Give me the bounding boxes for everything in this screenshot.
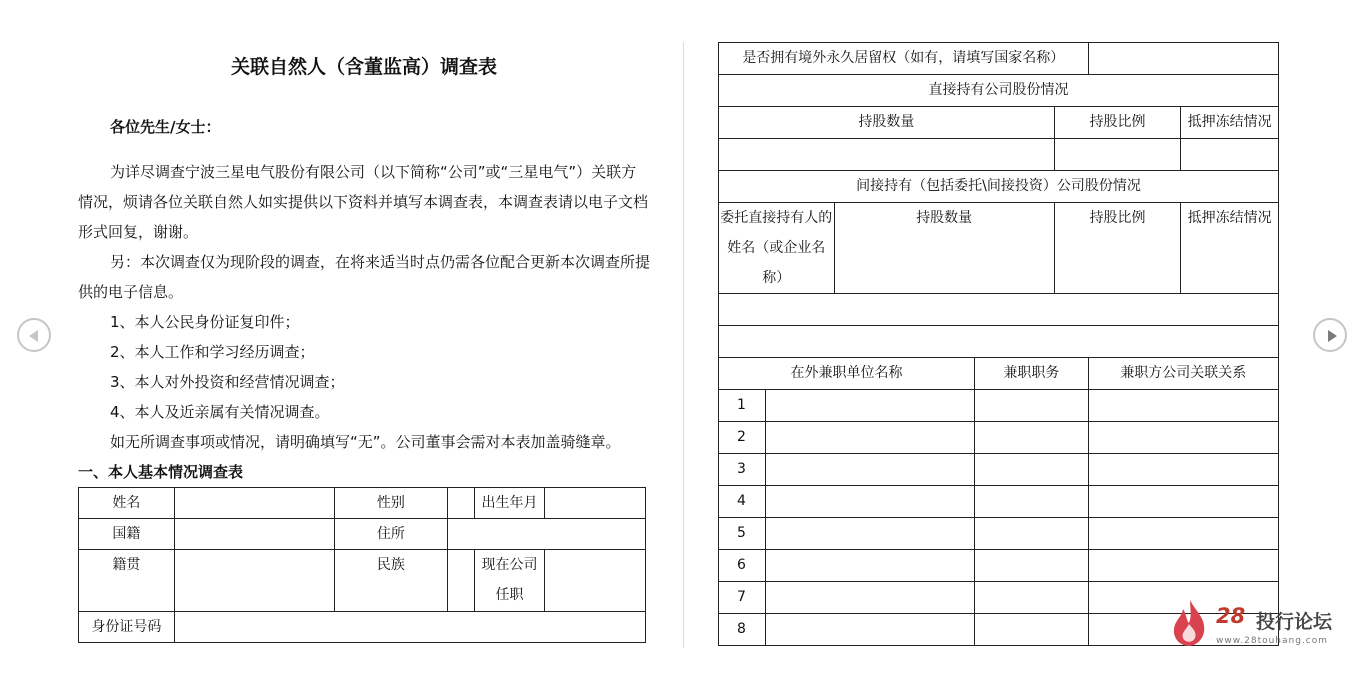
table-row [79, 488, 646, 519]
indirect-holding-title: 间接持有（包括委托\间接投资）公司股份情况 [719, 171, 1279, 203]
table-row [719, 171, 1279, 203]
chevron-left-icon [29, 330, 38, 342]
table-row [719, 107, 1279, 139]
hometown-value-cell[interactable] [174, 550, 334, 612]
position-value-cell[interactable] [545, 550, 646, 612]
watermark-logo [1170, 598, 1350, 650]
input-cell[interactable] [765, 614, 974, 646]
direct-holding-title: 直接持有公司股份情况 [719, 75, 1279, 107]
row-number: 3 [719, 454, 766, 486]
greeting: 各位先生/女士： [110, 118, 221, 136]
table-row [719, 326, 1279, 358]
input-cell[interactable] [975, 518, 1089, 550]
header-cell: 持股比例 [1054, 203, 1181, 294]
flame-icon [1170, 598, 1210, 648]
input-cell[interactable] [1088, 422, 1278, 454]
note-paragraph: 另：本次调查仅为现阶段的调查，在将来适当时点仍需各位配合更新本次调查所提供的电子信息。 [78, 253, 651, 301]
chevron-right-icon [1328, 330, 1337, 342]
table-row [79, 519, 646, 550]
table-row [719, 75, 1279, 107]
previous-page-button[interactable] [17, 318, 51, 352]
header-cell: 持股数量 [834, 203, 1054, 294]
header-cell: 持股数量 [719, 107, 1055, 139]
row-number: 7 [719, 582, 766, 614]
residence-value-cell[interactable] [447, 519, 645, 550]
table-row [719, 358, 1279, 390]
shareholding-table [718, 42, 1279, 646]
header-cell: 委托直接持有人的姓名（或企业名称） [719, 203, 835, 294]
name-value-cell[interactable] [174, 488, 334, 519]
input-cell[interactable] [975, 582, 1089, 614]
watermark-brand-cn: 投行论坛 [1256, 611, 1333, 633]
input-cell[interactable] [1088, 486, 1278, 518]
label-cell: 现在公司任职 [474, 550, 545, 612]
label-cell: 性别 [335, 488, 448, 519]
table-row [719, 139, 1279, 171]
label-cell: 国籍 [79, 519, 175, 550]
input-cell[interactable] [1054, 139, 1181, 171]
input-cell[interactable] [765, 454, 974, 486]
gender-value-cell[interactable] [447, 488, 474, 519]
foreign-residency-value[interactable] [1088, 43, 1278, 75]
list-item: 1、本人公民身份证复印件； [110, 313, 300, 331]
table-row [719, 422, 1279, 454]
table-row [79, 550, 646, 612]
table-row [719, 454, 1279, 486]
row-number: 2 [719, 422, 766, 454]
label-cell: 身份证号码 [79, 612, 175, 643]
table-row [719, 43, 1279, 75]
input-cell[interactable] [765, 422, 974, 454]
next-page-button[interactable] [1313, 318, 1347, 352]
table-row [719, 390, 1279, 422]
table-row [719, 518, 1279, 550]
input-cell[interactable] [719, 294, 1279, 326]
watermark-url: www.28touhang.com [1216, 636, 1329, 646]
input-cell[interactable] [1181, 139, 1279, 171]
ethnicity-value-cell[interactable] [447, 550, 474, 612]
input-cell[interactable] [1088, 390, 1278, 422]
table-row [79, 612, 646, 643]
closing-paragraph: 如无所调查事项或情况，请明确填写“无”。公司董事会需对本表加盖骑缝章。 [110, 433, 621, 451]
page-divider [683, 42, 684, 648]
row-number: 8 [719, 614, 766, 646]
row-number: 5 [719, 518, 766, 550]
input-cell[interactable] [765, 390, 974, 422]
input-cell[interactable] [975, 614, 1089, 646]
header-cell: 在外兼职单位名称 [719, 358, 975, 390]
list-item: 2、本人工作和学习经历调查； [110, 343, 315, 361]
input-cell[interactable] [975, 454, 1089, 486]
header-cell: 持股比例 [1054, 107, 1181, 139]
header-cell: 抵押冻结情况 [1181, 107, 1279, 139]
list-item: 3、本人对外投资和经营情况调查； [110, 373, 345, 391]
list-item: 4、本人及近亲属有关情况调查。 [110, 403, 330, 421]
table-row [719, 294, 1279, 326]
input-cell[interactable] [975, 550, 1089, 582]
label-cell: 住所 [335, 519, 448, 550]
table-row [719, 203, 1279, 294]
input-cell[interactable] [975, 422, 1089, 454]
input-cell[interactable] [719, 326, 1279, 358]
input-cell[interactable] [765, 518, 974, 550]
input-cell[interactable] [975, 486, 1089, 518]
input-cell[interactable] [765, 550, 974, 582]
table-row [719, 550, 1279, 582]
row-number: 1 [719, 390, 766, 422]
foreign-residency-label: 是否拥有境外永久居留权（如有，请填写国家名称） [719, 43, 1089, 75]
input-cell[interactable] [765, 486, 974, 518]
row-number: 6 [719, 550, 766, 582]
watermark-brand: 28 [1216, 604, 1246, 628]
intro-paragraph: 为详尽调查宁波三星电气股份有限公司（以下简称“公司”或“三星电气”）关联方情况，烦请各位关联自然人如实提供以下资料并填写本调查表，本调查表请以电子文档形式回复，谢谢。 [78, 163, 649, 241]
id-number-value-cell[interactable] [174, 612, 645, 643]
label-cell: 籍贯 [79, 550, 175, 612]
table-row [719, 486, 1279, 518]
label-cell: 出生年月 [474, 488, 545, 519]
basic-info-table [78, 487, 646, 643]
label-cell: 民族 [335, 550, 448, 612]
birth-value-cell[interactable] [545, 488, 646, 519]
section-title: 一、本人基本情况调查表 [78, 463, 244, 481]
input-cell[interactable] [719, 139, 1055, 171]
header-cell: 兼职方公司关联关系 [1088, 358, 1278, 390]
header-cell: 抵押冻结情况 [1181, 203, 1279, 294]
label-cell: 姓名 [79, 488, 175, 519]
input-cell[interactable] [1088, 454, 1278, 486]
input-cell[interactable] [1088, 550, 1278, 582]
input-cell[interactable] [975, 390, 1089, 422]
page-title: 关联自然人（含董监高）调查表 [230, 56, 497, 78]
header-cell: 兼职职务 [975, 358, 1089, 390]
nationality-value-cell[interactable] [174, 519, 334, 550]
row-number: 4 [719, 486, 766, 518]
input-cell[interactable] [765, 582, 974, 614]
document-left-page [78, 40, 650, 643]
input-cell[interactable] [1088, 518, 1278, 550]
